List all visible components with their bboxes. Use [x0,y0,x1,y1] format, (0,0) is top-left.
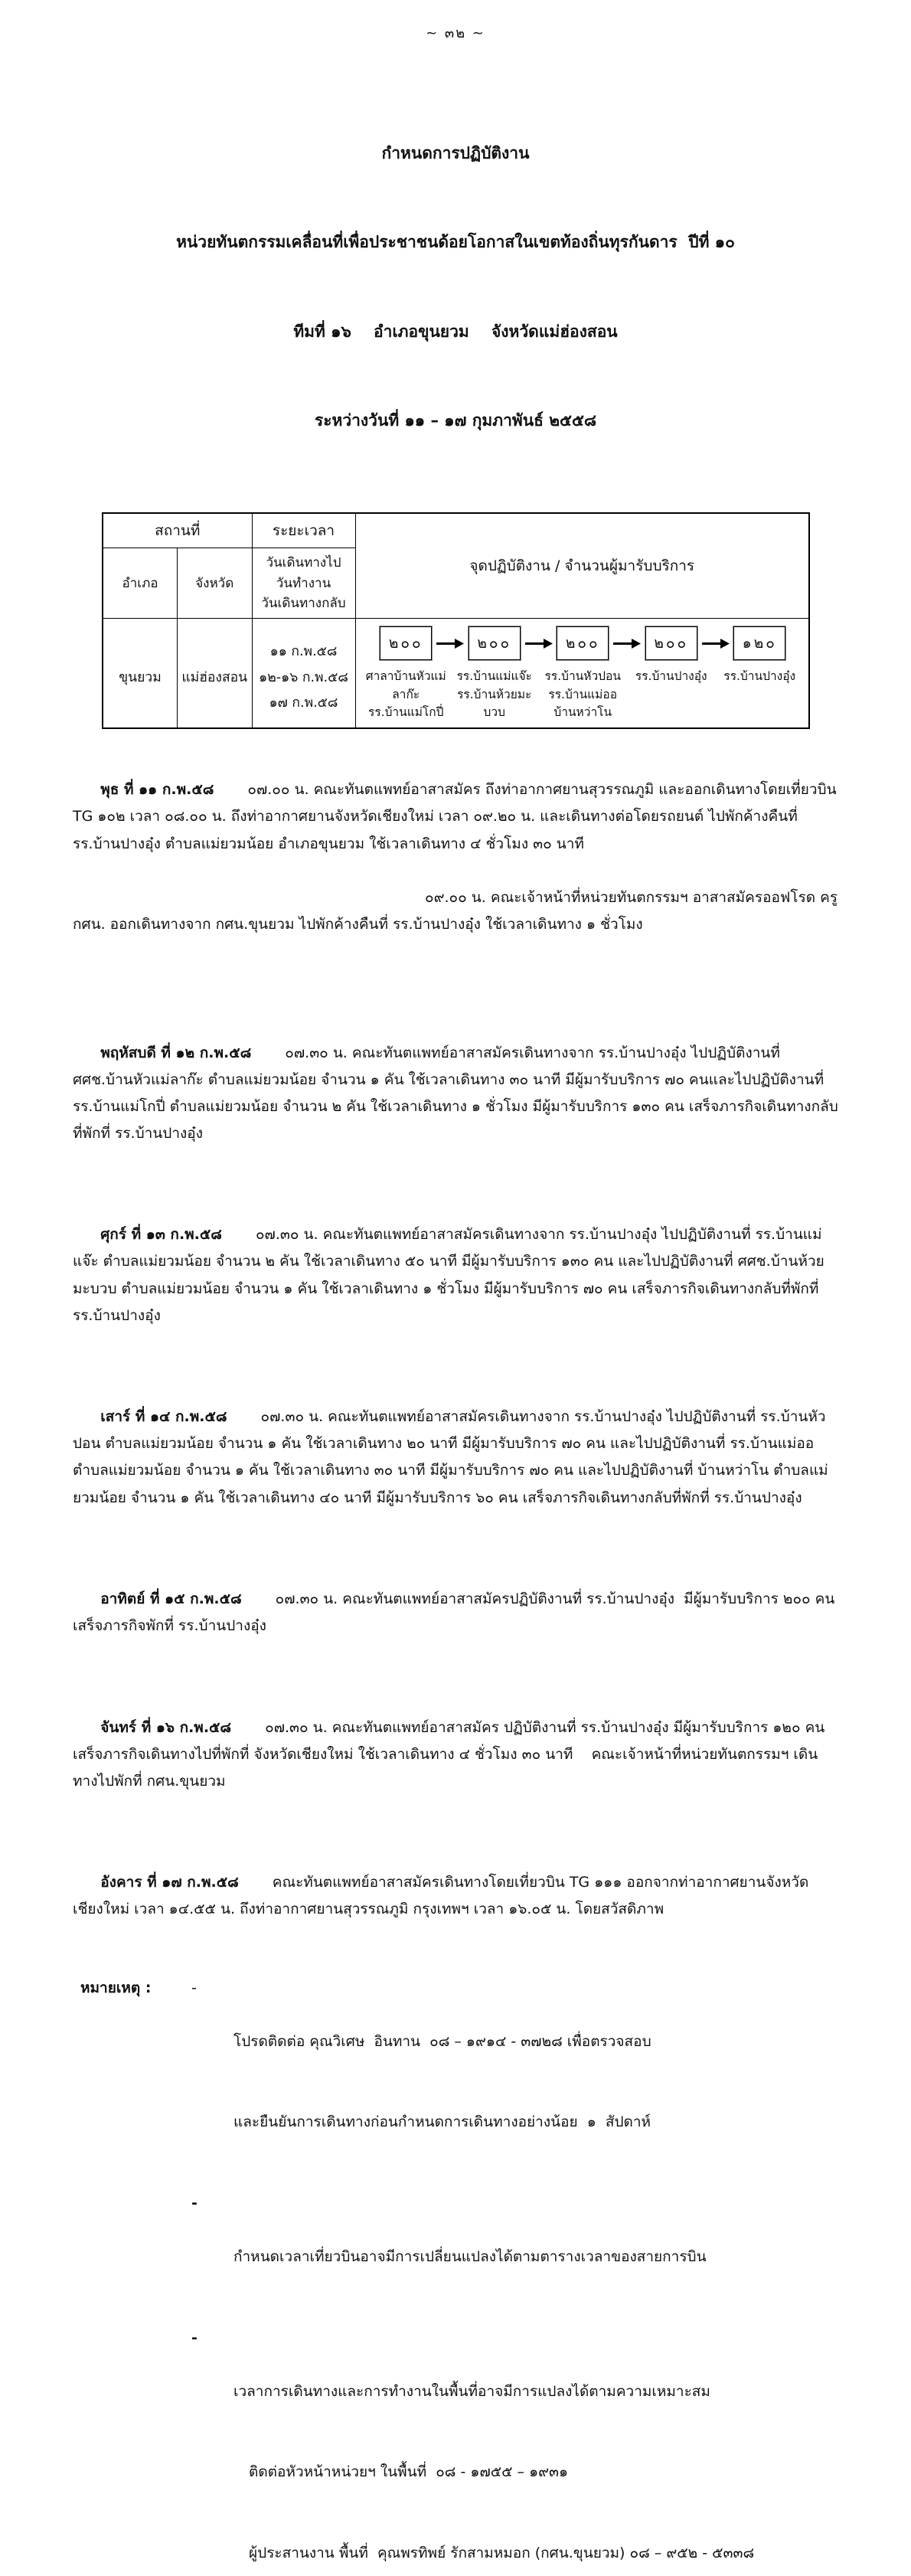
patient-count: ๒๐๐ [565,635,600,652]
note-line: ติดต่อหัวหน้าหน่วยฯ ในพื้นที่ ๐๘ - ๑๗๕๕ – ๑๙๓๑ [249,2463,569,2481]
date-line: ๑๑ ก.พ.๕๘ [269,644,338,660]
entry-text: ๐๗.๓๐ น. คณะทันตแพทย์อาสาสมัครเดินทางจาก รร.บ้านปางอุ๋ง ไปปฏิบัติงานที่ รร.บ้านหัวปอน ตำบลแม่ยวมน้อย จำนวน ๑ คัน ใช้เวลาเดินทาง ๒๐ นาที มีผู้มารับบริการ ๗๐ คน และไปปฏิบัติงานที่ รร.บ้านแม่ออ ตำบลแม่ยวมน้อย จำนวน ๑ คัน ใช้เวลาเดินทาง ๓๐ นาที มีผู้มารับบริการ ๗๐ คน และไปปฏิบัติงานที่ บ้านหว่าโน ตำบลแม่ยวมน้อย จำนวน ๑ คัน ใช้เวลาเดินทาง ๔๐ นาที มีผู้มารับบริการ ๖๐ คน เสร็จภารกิจเดินทางกลับที่พักที่ รร.บ้านปางอุ๋ง [73,1408,828,1506]
schedule-table [102,512,810,729]
note-bullet: - [191,1979,197,1996]
entry-day: พุธ ที่ ๑๑ ก.พ.๕๘ [100,781,214,799]
header-duration-sub [252,548,355,619]
note-line: เวลาการเดินทางและการทำงานในพื้นที่อาจมีการแปลงได้ตามความเหมาะสม [233,2382,710,2400]
header-district: อำเภอ [103,548,178,619]
header-operation: จุดปฏิบัติงาน / จำนวนผู้มารับบริการ [355,513,809,619]
flow-diagram [362,626,805,721]
schedule-entry-wed [73,750,843,992]
station-label: บ้านหว่าโน [553,704,612,719]
station-label: ศาลาบ้านหัวแม่ลาก๊ะ [365,669,446,701]
header-duration: ระยะเวลา [252,513,355,548]
station-label: รร.บ้านแม่ออ [548,687,618,701]
patient-count-box [733,626,785,660]
note-line: โปรดติดต่อ คุณวิเศษ อินทาน ๐๘ – ๑๙๑๔ - ๓๗๒๘ เพื่อตรวจสอบ [233,2033,651,2050]
header-province: จังหวัด [178,548,253,619]
note-bullet: - [191,2194,198,2212]
entry-day: อาทิตย์ ที่ ๑๕ ก.พ.๕๘ [100,1590,242,1608]
entry-day: อังคาร ที่ ๑๗ ก.พ.๕๘ [100,1874,239,1891]
note-bullet: - [191,2329,198,2346]
table-header-row-1 [103,513,809,548]
station-label: รร.บ้านปางอุ๋ง [723,669,796,684]
entry-day: เสาร์ ที่ ๑๔ ก.พ.๕๘ [100,1408,227,1426]
note-text [233,2190,911,2325]
notes-label: หมายเหตุ : [80,1979,152,1996]
note-item [0,1975,911,2190]
entry-subtext: ๐๙.๐๐ น. คณะเจ้าหน้าที่หน่วยทันตกรรมฯ อาสาสมัครออฟโรด ครู กศน. ออกเดินทางจาก กศน.ขุนยวม ไปพักค้างคืนที่ รร.บ้านปางอุ๋ง ใช้เวลาเดินทาง ๑ ชั่วโมง [73,888,843,933]
station-label: รร.บ้านหัวปอน [544,669,621,684]
patient-count-box [557,626,609,660]
entry-text: ๐๗.๓๐ น. คณะทันตแพทย์อาสาสมัครเดินทางจาก รร.บ้านปางอุ๋ง ไปปฏิบัติงานที่ ศศช.บ้านหัวแม่ลาก๊ะ ตำบลแม่ยวมน้อย จำนวน ๑ คัน ใช้เวลาเดินทาง ๓๐ นาที มีผู้มารับบริการ ๗๐ คนและไปปฏิบัติงานที่ รร.บ้านแม่โกปี่ ตำบลแม่ยวมน้อย จำนวน ๒ คัน ใช้เวลาเดินทาง ๑ ชั่วโมง มีผู้มารับบริการ ๑๓๐ คน เสร็จภารกิจเดินทางกลับที่พักที่ รร.บ้านปางอุ๋ง [73,1044,838,1142]
flow-station [716,626,805,721]
table-body-row [103,619,809,728]
entry-text: คณะทันตแพทย์อาสาสมัครเดินทางโดยเที่ยวบิน TG ๑๑๑ ออกจากท่าอากาศยานจังหวัดเชียงใหม่ เวลา ๑๔.๕๕ น. ถึงท่าอากาศยานสุวรรณภูมิ กรุงเทพฯ เวลา ๑๖.๐๕ น. โดยสวัสดิภาพ [73,1874,809,1918]
notes-section [0,1975,911,2576]
patient-count-box [645,626,697,660]
entry-day: ศุกร์ ที่ ๑๓ ก.พ.๕๘ [100,1226,222,1244]
cell-operation-flow [355,619,809,728]
duration-sub-line: วันเดินทางไป [266,555,341,571]
date-line: ๑๗ ก.พ.๕๘ [269,695,338,711]
schedule-entry-fri [73,1195,838,1356]
schedule-entry-thu [73,1012,838,1174]
patient-count: ๑๒๐ [742,635,777,652]
note-line: ผู้ประสานงาน พื้นที่ คุณพรทิพย์ รักสามหมอก (กศน.ขุนยวม) ๐๘ – ๙๕๒ - ๕๓๓๘ [249,2544,755,2561]
station-label: รร.บ้านปางอุ๋ง [635,669,707,684]
patient-count-box [469,626,521,660]
station-labels [627,668,716,685]
entry-text: ๐๗.๐๐ น. คณะทันตแพทย์อาสาสมัคร ถึงท่าอากาศยานสุวรรณภูมิ และออกเดินทางโดยเที่ยวบิน TG ๑๐๒ เวลา ๐๘.๐๐ น. ถึงท่าอากาศยานจังหวัดเชียงใหม่ เวลา ๐๙.๒๐ น. และเดินทางต่อโดยรถยนต์ ไปพักค้างคืนที่ รร.บ้านปางอุ๋ง ตำบลแม่ยวมน้อย อำเภอขุนยวม ใช้เวลาเดินทาง ๔ ชั่วโมง ๓๐ นาที [73,781,841,852]
station-label: รร.บ้านแม่โกปี่ [368,704,444,719]
doc-subtitle-team: ทีมที่ ๑๖ อำเภอขุนยวม จังหวัดแม่ฮ่องสอน [293,322,618,341]
title-block [0,79,911,495]
patient-count: ๒๐๐ [388,635,423,652]
station-label: รร.บ้านห้วยมะบวบ [457,687,532,719]
doc-subtitle-dates: ระหว่างวันที่ ๑๑ – ๑๗ กุมภาพันธ์ ๒๕๕๘ [314,411,597,430]
station-labels [539,668,628,721]
flow-station [627,626,716,721]
cell-dates [252,619,355,728]
date-line: ๑๒-๑๖ ก.พ.๕๘ [259,669,348,685]
note-line: กำหนดเวลาเที่ยวบินอาจมีการเปลี่ยนแปลงได้ตามตารางเวลาของสายการบิน [233,2248,707,2266]
patient-count-box [380,626,432,660]
schedule-entry-sat [73,1377,838,1538]
duration-sub-line: วันทำงาน [276,575,331,591]
header-location: สถานที่ [103,513,252,548]
entry-day: พฤหัสบดี ที่ ๑๒ ก.พ.๕๘ [100,1044,252,1061]
note-text [233,2325,911,2576]
entry-text: ๐๗.๓๐ น. คณะทันตแพทย์อาสาสมัคร ปฏิบัติงานที่ รร.บ้านปางอุ๋ง มีผู้มารับบริการ ๑๒๐ คน เสร็จภารกิจเดินทางไปที่พักที่ จังหวัดเชียงใหม่ ใช้เวลาเดินทาง ๔ ชั่วโมง ๓๐ นาที คณะเจ้าหน้าที่หน่วยทันตกรรมฯ เดินทางไปพักที่ กศน.ขุนยวม [73,1718,830,1790]
doc-title: กำหนดการปฏิบัติงาน [381,143,530,162]
schedule-entry-sun [73,1559,838,1667]
schedule-entry-mon [73,1687,838,1822]
station-labels [716,668,805,685]
entry-text: ๐๗.๓๐ น. คณะทันตแพทย์อาสาสมัครเดินทางจาก รร.บ้านปางอุ๋ง ไปปฏิบัติงานที่ รร.บ้านแม่แจ๊ะ ตำบลแม่ยวมน้อย จำนวน ๒ คัน ใช้เวลาเดินทาง ๕๐ นาที มีผู้มารับบริการ ๑๓๐ คน และไปปฏิบัติงานที่ ศศช.บ้านห้วยมะบวบ ตำบลแม่ยวมน้อย จำนวน ๑ คัน ใช้เวลาเดินทาง ๑ ชั่วโมง มีผู้มารับบริการ ๗๐ คน เสร็จภารกิจเดินทางกลับที่พักที่ รร.บ้านปางอุ๋ง [73,1226,824,1324]
patient-count: ๒๐๐ [477,635,512,652]
flow-station [362,626,451,721]
patient-count: ๒๐๐ [654,635,689,652]
note-item [0,2190,911,2325]
entry-day: จันทร์ ที่ ๑๖ ก.พ.๕๘ [100,1718,232,1736]
cell-province: แม่ฮ่องสอน [178,619,253,728]
entry-text: ๐๗.๓๐ น. คณะทันตแพทย์อาสาสมัครปฏิบัติงานที่ รร.บ้านปางอุ๋ง มีผู้มารับบริการ ๒๐๐ คน เสร็จภารกิจพักที่ รร.บ้านปางอุ๋ง [73,1590,840,1635]
page-number: ~ ๓๒ ~ [426,25,485,41]
flow-station [539,626,628,721]
schedule-entry-tue [73,1842,838,1950]
station-labels [450,668,539,721]
note-line: และยืนยันการเดินทางก่อนกำหนดการเดินทางอย่างน้อย ๑ สัปดาห์ [233,2113,651,2131]
flow-station [450,626,539,721]
cell-district: ขุนยวม [103,619,178,728]
station-labels [362,668,451,721]
note-text [233,1975,911,2190]
note-item [0,2325,911,2576]
duration-sub-line: วันเดินทางกลับ [261,596,346,611]
schedule-paragraphs [0,750,911,1950]
station-label: รร.บ้านแม่แจ๊ะ [456,669,532,684]
doc-subtitle-unit: หน่วยทันตกรรมเคลื่อนที่เพื่อประชาชนด้อยโอกาสในเขตท้องถิ่นทุรกันดาร ปีที่ ๑๐ [176,233,735,252]
